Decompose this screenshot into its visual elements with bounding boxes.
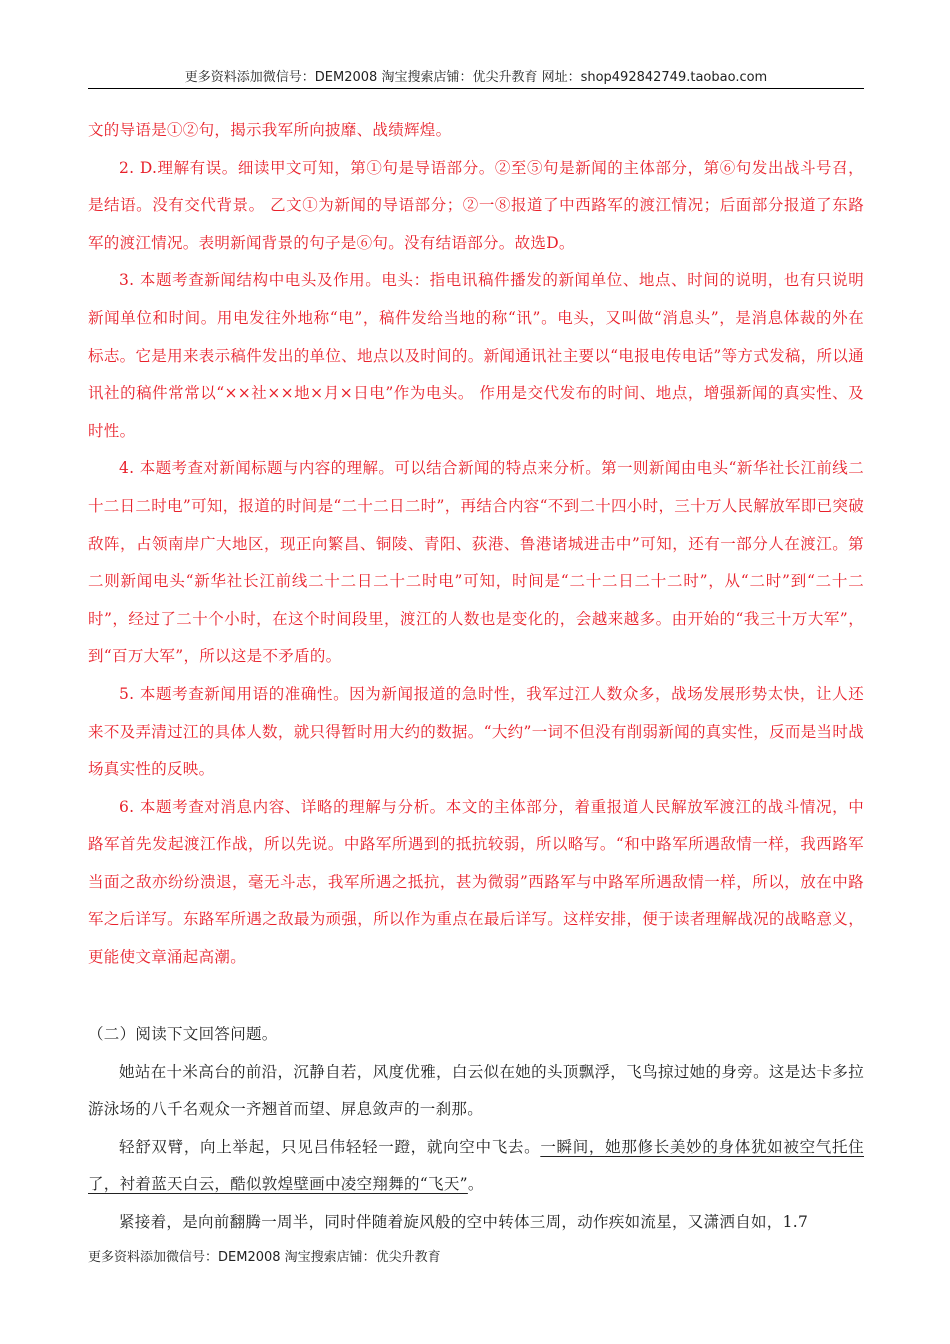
- passage-paragraph: 她站在十米高台的前沿，沉静自若，风度优雅，白云似在她的头顶飘浮，飞鸟掠过她的身旁。这是达卡多拉游泳场的八千名观众一齐翘首而望、屏息敛声的一刹那。: [88, 1062, 864, 1118]
- footer-text: 更多资料添加微信号：DEM2008 淘宝搜索店铺：优尖升教育: [88, 1250, 441, 1265]
- passage-paragraph: 紧接着，是向前翻腾一周半，同时伴随着旋风般的空中转体三周，动作疾如流星，又潇洒自如，1.7: [119, 1212, 809, 1231]
- passage-paragraph: [88, 1129, 864, 1204]
- answer-paragraph: 5. 本题考查新闻用语的准确性。因为新闻报道的急时性，我军过江人数众多，战场发展形势太快，让人还来不及弄清过江的具体人数，就只得暂时用大约的数据。“大约”一词不但没有削弱新闻的真实性，反而是当时战场真实性的反映。: [88, 684, 864, 779]
- answer-paragraph: 文的导语是①②句，揭示我军所向披靡、战绩辉煌。: [88, 121, 452, 139]
- passage-text: 轻舒双臂，向上举起，只见吕伟轻轻一蹬，就向空中飞去。: [119, 1137, 541, 1156]
- underlined-sentence: 一瞬间，她那修长美妙的身体犹如被空气托住了，衬着蓝天白云，酷似敦煌壁画中凌空翔舞的“飞天”: [88, 1137, 864, 1193]
- header-text: 更多资料添加微信号：DEM2008 淘宝搜索店铺：优尖升教育 网址：shop492842749.taobao.com: [184, 70, 768, 85]
- reading-section: [88, 1016, 864, 1241]
- answer-explanations: [88, 112, 864, 977]
- answer-paragraph: 2. D.理解有误。细读甲文可知，第①句是导语部分。②至⑤句是新闻的主体部分，第⑥句发出战斗号召，是结语。没有交代背景。 乙文①为新闻的导语部分；②一⑧报道了中西路军的渡江情况；后面部分报道了东路军的渡江情况。表明新闻背景的句子是⑥句。没有结语部分。故选D。: [88, 158, 864, 252]
- passage-text: 。: [467, 1175, 484, 1193]
- answer-paragraph: 3. 本题考查新闻结构中电头及作用。电头：指电讯稿件播发的新闻单位、地点、时间的说明，也有只说明新闻单位和时间。用电发往外地称“电”，稿件发给当地的称“讯”。电头，又叫做“消息头”，是消息体裁的外在标志。它是用来表示稿件发出的单位、地点以及时间的。新闻通讯社主要以“电报电传电话”等方式发稿，所以通讯社的稿件常常以“××社××地×月×日电”作为电头。 作用是交代发布的时间、地点，增强新闻的真实性、及时性。: [88, 271, 864, 440]
- answer-paragraph: 6. 本题考查对消息内容、详略的理解与分析。本文的主体部分，着重报道人民解放军渡江的战斗情况，中路军首先发起渡江作战，所以先说。中路军所遇到的抵抗较弱，所以略写。“和中路军所遇敌情一样，我西路军当面之敌亦纷纷溃退，毫无斗志，我军所遇之抵抗，甚为微弱”西路军与中路军所遇敌情一样，所以，放在中路军之后详写。东路军所遇之敌最为顽强，所以作为重点在最后详写。这样安排，便于读者理解战况的战略意义，更能使文章涌起高潮。: [88, 797, 864, 967]
- answer-paragraph: 4. 本题考查对新闻标题与内容的理解。可以结合新闻的特点来分析。第一则新闻由电头“新华社长江前线二十二日二时电”可知，报道的时间是“二十二日二时”，再结合内容“不到二十四小时，三十万人民解放军即已突破敌阵，占领南岸广大地区，现正向繁昌、铜陵、青阳、荻港、鲁港诸城进击中”可知，还有一部分人在渡江。第二则新闻电头“新华社长江前线二十二日二十二时电”可知，时间是“二十二日二十二时”，从“二时”到“二十二时”，经过了二十个小时，在这个时间段里，渡江的人数也是变化的，会越来越多。由开始的“我三十万大军”，到“百万大军”，所以这是不矛盾的。: [88, 459, 864, 666]
- section-heading: （二）阅读下文回答问题。: [88, 1025, 278, 1043]
- page-header: [88, 66, 864, 89]
- page-footer: [88, 1246, 441, 1265]
